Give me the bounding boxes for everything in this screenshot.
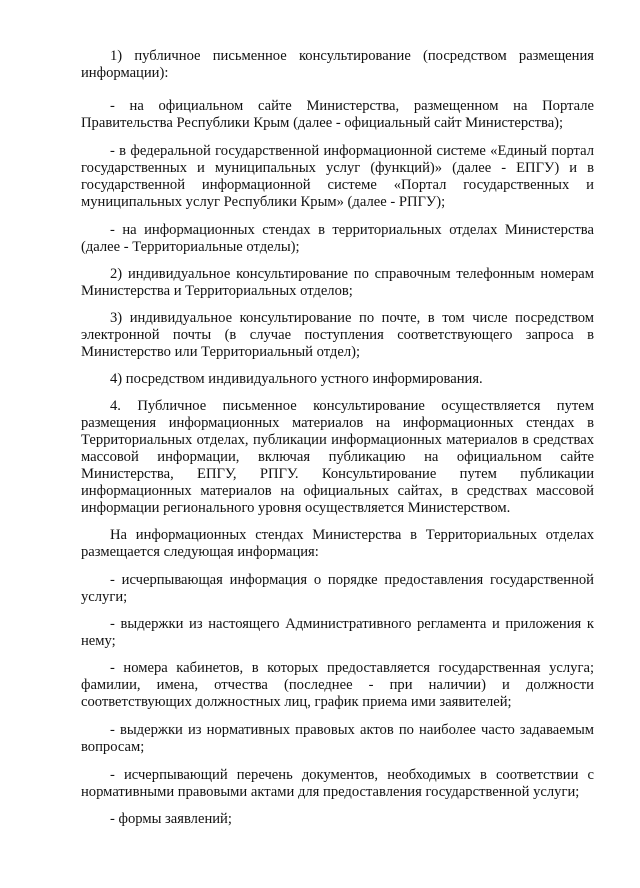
paragraph-stands-information: На информационных стендах Министерства в Территориальных отделах размещается следующая информация: [81,527,594,560]
list-item-document-list: - исчерпывающий перечень документов, необходимых в соответствии с нормативными правовыми актами для предоставления государственной услуги; [81,767,594,800]
paragraph-epgu-rpgu: - в федеральной государственной информационной системе «Единый портал государственных и муниципальных услуг (функций)» (далее - ЕПГУ) и в государственной информационной системе «Портал государственных и муниципальных услуг Республики Крым» (далее - РПГУ); [81,143,594,210]
list-item-regulation-excerpts: - выдержки из настоящего Административного регламента и приложения к нему; [81,616,594,649]
paragraph-oral-informing: 4) посредством индивидуального устного информирования. [110,371,483,387]
list-item-procedure-info: - исчерпывающая информация о порядке предоставления государственной услуги; [81,572,594,605]
paragraph-official-website: - на официальном сайте Министерства, размещенном на Портале Правительства Республики Крым (далее - официальный сайт Министерства); [81,98,594,131]
list-item-office-numbers: - номера кабинетов, в которых предоставляется государственная услуга; фамилии, имена, отчества (последнее - при наличии) и должности соответствующих должностных лиц, график приема ими заявителей; [81,660,594,710]
paragraph-public-written-consulting: 1) публичное письменное консультирование (посредством размещения информации): [81,48,594,81]
paragraph-phone-consulting: 2) индивидуальное консультирование по справочным телефонным номерам Министерства и Территориальных отделов; [81,266,594,299]
list-item-legal-acts-excerpts: - выдержки из нормативных правовых актов по наиболее часто задаваемым вопросам; [81,722,594,755]
paragraph-mail-consulting: 3) индивидуальное консультирование по почте, в том числе посредством электронной почты (в случае поступления соответствующего запроса в Министерство или Территориальный отдел); [81,310,594,360]
paragraph-section-4: 4. Публичное письменное консультирование осуществляется путем размещения информационных материалов на информационных стендах в Территориальных отделах, публикации информационных материалов в средствах массовой информации, включая публикацию на официальном сайте Министерства, ЕПГУ, РПГУ. Консультирование путем публикации информационных материалов на официальных сайтах, в средствах массовой информации регионального уровня осуществляется Министерством. [81,398,594,516]
list-item-application-forms: - формы заявлений; [110,811,232,827]
paragraph-information-stands: - на информационных стендах в территориальных отделах Министерства (далее - Территориальные отделы); [81,222,594,255]
